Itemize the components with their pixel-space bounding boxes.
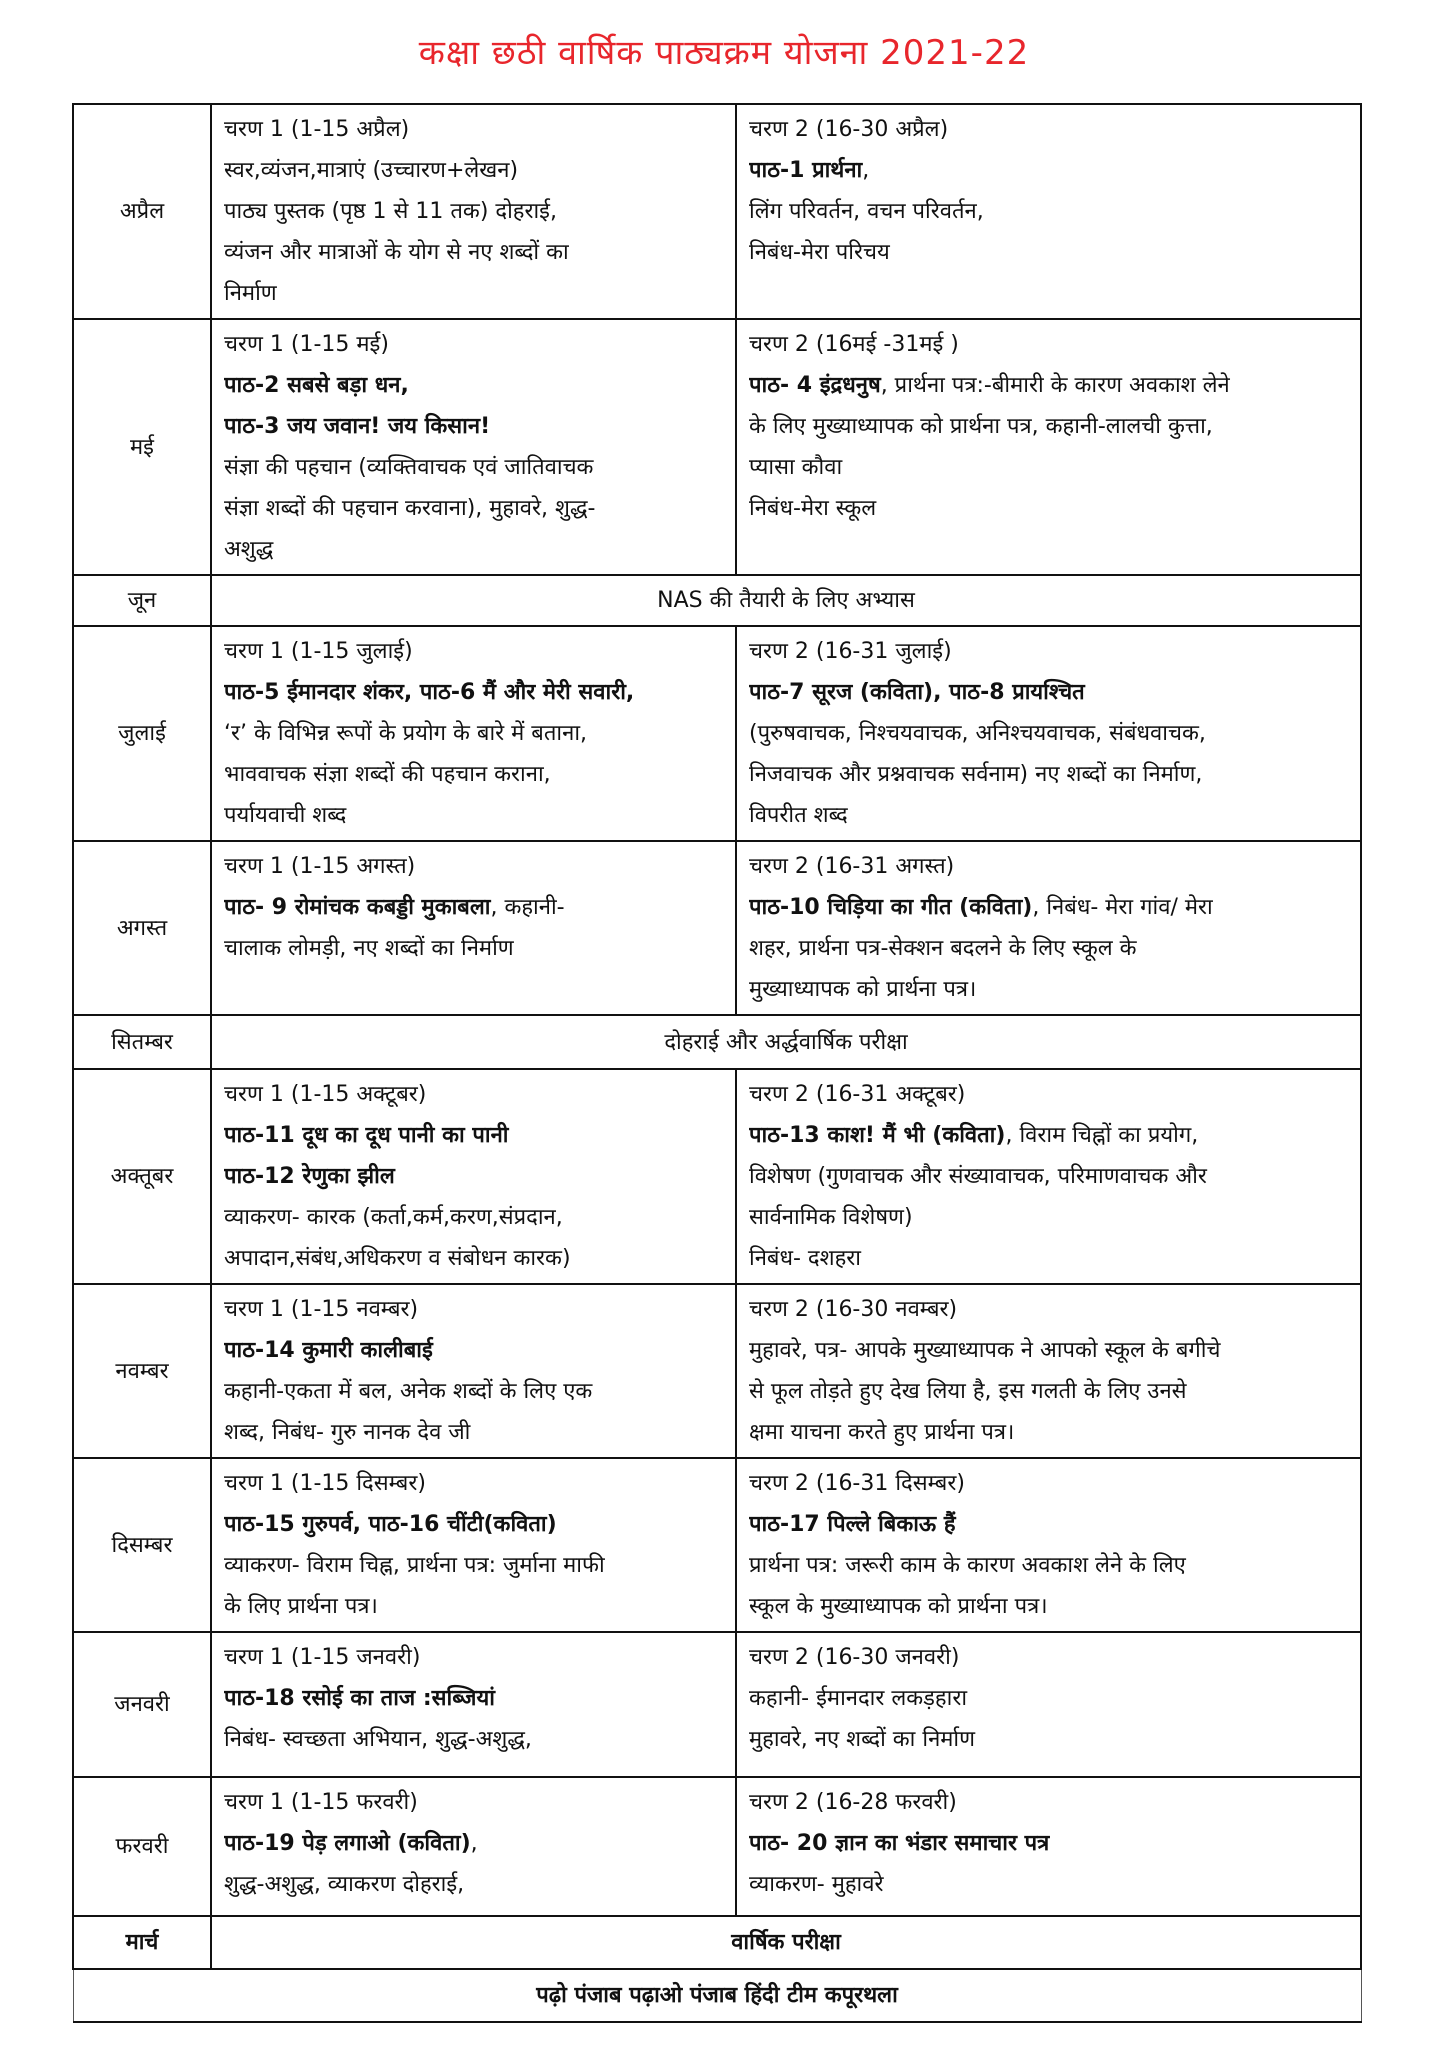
cell-line — [224, 1545, 723, 1586]
lesson-title: पाठ-10 चिड़िया का गीत (कविता) — [749, 895, 1033, 920]
text-segment: चरण 2 (16-31 अक्टूबर) — [749, 1082, 966, 1107]
cell-line — [224, 1504, 723, 1545]
phase-2-cell — [736, 1069, 1361, 1284]
month-label: मार्च — [73, 1916, 211, 1969]
cell-line — [749, 1678, 1348, 1719]
month-label: जून — [73, 575, 211, 626]
month-label: मई — [73, 319, 211, 575]
cell-line — [224, 846, 723, 887]
text-segment: शुद्ध-अशुद्ध, व्याकरण दोहराई, — [224, 1872, 465, 1897]
cell-line — [749, 672, 1348, 713]
cell-line — [749, 109, 1348, 150]
text-segment: विशेषण (गुणवाचक और संख्यावाचक, परिमाणवाचक और — [749, 1164, 1207, 1189]
text-segment: चरण 1 (1-15 दिसम्बर) — [224, 1471, 426, 1496]
text-segment: संज्ञा शब्दों की पहचान करवाना), मुहावरे, शुद्ध- — [224, 496, 596, 521]
cell-line — [749, 928, 1348, 969]
cell-line — [749, 1156, 1348, 1197]
lesson-title: पाठ-5 ईमानदार शंकर, पाठ-6 मैं और मेरी सवारी, — [224, 680, 635, 705]
cell-line — [749, 150, 1348, 191]
cell-line — [749, 1330, 1348, 1371]
month-row — [73, 104, 1361, 319]
cell-line — [749, 1504, 1348, 1545]
text-segment: मुख्याध्यापक को प्रार्थना पत्र। — [749, 977, 977, 1002]
text-segment: विपरीत शब्द — [749, 803, 848, 828]
cell-line — [224, 713, 723, 754]
lesson-title: पाठ-15 गुरुपर्व, पाठ-16 चींटी(कविता) — [224, 1512, 557, 1537]
month-label: दिसम्बर — [73, 1458, 211, 1632]
phase-1-cell — [211, 319, 736, 575]
text-segment: पाठ्य पुस्तक (पृष्ठ 1 से 11 तक) दोहराई, — [224, 199, 557, 224]
text-segment: व्यंजन और मात्राओं के योग से नए शब्दों का — [224, 240, 569, 265]
phase-1-cell — [211, 104, 736, 319]
cell-line — [224, 1782, 723, 1823]
text-segment: ‘र’ के विभिन्न रूपों के प्रयोग के बारे में बताना, — [224, 721, 588, 746]
lesson-title: पाठ-12 रेणुका झील — [224, 1164, 395, 1189]
cell-line — [749, 1586, 1348, 1627]
text-segment: मुहावरे, पत्र- आपके मुख्याध्यापक ने आपको स्कूल के बगीचे — [749, 1338, 1221, 1363]
cell-line — [224, 150, 723, 191]
month-row — [73, 1284, 1361, 1458]
text-segment: चरण 2 (16-31 जुलाई) — [749, 639, 952, 664]
cell-line — [749, 1074, 1348, 1115]
lesson-title: पाठ-1 प्रार्थना — [749, 158, 863, 183]
text-segment: निर्माण — [224, 281, 277, 306]
lesson-title: पाठ- 4 इंद्रधनुष — [749, 373, 881, 398]
lesson-title: पाठ-18 रसोई का ताज :सब्जियां — [224, 1686, 495, 1711]
cell-line — [749, 1289, 1348, 1330]
month-row — [73, 841, 1361, 1015]
footer-credit: पढ़ो पंजाब पढ़ाओ पंजाब हिंदी टीम कपूरथला — [73, 1969, 1361, 2022]
cell-line — [224, 232, 723, 273]
phase-2-cell — [736, 104, 1361, 319]
phase-1-cell — [211, 841, 736, 1015]
cell-line — [749, 488, 1348, 529]
lesson-title: पाठ-11 दूध का दूध पानी का पानी — [224, 1123, 509, 1148]
text-segment: , कहानी- — [490, 895, 565, 920]
cell-line — [749, 1197, 1348, 1238]
cell-line — [224, 447, 723, 488]
text-segment: निबंध-मेरा स्कूल — [749, 496, 877, 521]
cell-line — [749, 232, 1348, 273]
cell-line — [749, 447, 1348, 488]
phase-2-cell — [736, 1777, 1361, 1916]
text-segment: , — [470, 1831, 478, 1856]
text-segment: व्याकरण- विराम चिह्न, प्रार्थना पत्र: जुर्माना माफी — [224, 1553, 605, 1578]
text-segment: चरण 2 (16मई -31मई ) — [749, 332, 959, 357]
text-segment: चालाक लोमड़ी, नए शब्दों का निर्माण — [224, 936, 514, 961]
page-title: कक्षा छठी वार्षिक पाठ्यक्रम योजना 2021-22 — [418, 33, 1030, 73]
cell-line — [749, 324, 1348, 365]
text-segment: चरण 1 (1-15 अगस्त) — [224, 854, 416, 879]
cell-line — [224, 928, 723, 969]
phase-2-cell — [736, 319, 1361, 575]
lesson-title: पाठ-19 पेड़ लगाओ (कविता) — [224, 1831, 471, 1856]
cell-line — [224, 1412, 723, 1453]
cell-line — [749, 969, 1348, 1010]
month-row — [73, 575, 1361, 626]
text-segment: अपादान,संबंध,अधिकरण व संबोधन कारक) — [224, 1246, 571, 1271]
text-segment: चरण 2 (16-30 अप्रैल) — [749, 117, 949, 142]
text-segment: स्कूल के मुख्याध्यापक को प्रार्थना पत्र। — [749, 1594, 1048, 1619]
lesson-title: पाठ-17 पिल्ले बिकाऊ हैं — [749, 1512, 956, 1537]
cell-line — [224, 488, 723, 529]
text-segment: प्रार्थना पत्र: जरूरी काम के कारण अवकाश लेने के लिए — [749, 1553, 1186, 1578]
cell-line — [224, 1156, 723, 1197]
text-segment: चरण 1 (1-15 जुलाई) — [224, 639, 413, 664]
phase-1-cell — [211, 626, 736, 841]
lesson-title: पाठ-13 काश! मैं भी (कविता) — [749, 1123, 1006, 1148]
cell-line — [224, 1074, 723, 1115]
cell-line — [224, 1289, 723, 1330]
cell-line — [749, 1823, 1348, 1864]
text-segment: निबंध-मेरा परिचय — [749, 240, 890, 265]
lesson-title: पाठ-2 सबसे बड़ा धन, — [224, 373, 409, 398]
cell-line — [749, 1719, 1348, 1760]
text-segment: , निबंध- मेरा गांव/ मेरा — [1032, 895, 1213, 920]
phase-2-cell — [736, 1632, 1361, 1777]
text-segment: सार्वनामिक विशेषण) — [749, 1205, 913, 1230]
text-segment: चरण 2 (16-30 नवम्बर) — [749, 1297, 958, 1322]
text-segment: संज्ञा की पहचान (व्यक्तिवाचक एवं जातिवाचक — [224, 455, 594, 480]
cell-line — [749, 1371, 1348, 1412]
text-segment: चरण 1 (1-15 जनवरी) — [224, 1645, 421, 1670]
month-row — [73, 626, 1361, 841]
text-segment: अशुद्ध — [224, 537, 274, 562]
cell-line — [749, 754, 1348, 795]
cell-line — [749, 887, 1348, 928]
cell-line — [224, 406, 723, 447]
text-segment: चरण 2 (16-31 अगस्त) — [749, 854, 955, 879]
month-row — [73, 1069, 1361, 1284]
cell-line — [224, 365, 723, 406]
cell-line — [224, 1330, 723, 1371]
text-segment: के लिए प्रार्थना पत्र। — [224, 1594, 378, 1619]
cell-line — [749, 1463, 1348, 1504]
footer-row — [73, 1969, 1361, 2022]
month-row — [73, 1777, 1361, 1916]
text-segment: पर्यायवाची शब्द — [224, 803, 347, 828]
cell-line — [224, 1238, 723, 1279]
text-segment: चरण 2 (16-31 दिसम्बर) — [749, 1471, 965, 1496]
text-segment: , — [862, 158, 870, 183]
month-row — [73, 319, 1361, 575]
text-segment: व्याकरण- मुहावरे — [749, 1872, 884, 1897]
cell-line — [749, 846, 1348, 887]
cell-line — [224, 754, 723, 795]
month-label: फरवरी — [73, 1777, 211, 1916]
cell-line — [224, 529, 723, 570]
text-segment: चरण 1 (1-15 अप्रैल) — [224, 117, 410, 142]
text-segment: के लिए मुख्याध्यापक को प्रार्थना पत्र, कहानी-लालची कुत्ता, — [749, 414, 1213, 439]
lesson-title: पाठ-7 सूरज (कविता), पाठ-8 प्रायश्चित — [749, 680, 1085, 705]
month-row — [73, 1458, 1361, 1632]
cell-line — [749, 1637, 1348, 1678]
text-segment: लिंग परिवर्तन, वचन परिवर्तन, — [749, 199, 984, 224]
month-label: जनवरी — [73, 1632, 211, 1777]
cell-line — [749, 795, 1348, 836]
month-label: अगस्त — [73, 841, 211, 1015]
phase-2-cell — [736, 841, 1361, 1015]
lesson-title: पाठ-14 कुमारी कालीबाई — [224, 1338, 433, 1363]
text-segment: कहानी- ईमानदार लकड़हारा — [749, 1686, 968, 1711]
month-row — [73, 1015, 1361, 1069]
text-segment: चरण 1 (1-15 अक्टूबर) — [224, 1082, 427, 1107]
cell-line — [224, 273, 723, 314]
cell-line — [224, 795, 723, 836]
full-month-activity: NAS की तैयारी के लिए अभ्यास — [211, 575, 1361, 626]
phase-2-cell — [736, 1458, 1361, 1632]
month-row — [73, 1916, 1361, 1969]
phase-1-cell — [211, 1284, 736, 1458]
month-row — [73, 1632, 1361, 1777]
cell-line — [224, 1678, 723, 1719]
text-segment: प्यासा कौवा — [749, 455, 843, 480]
cell-line — [224, 1864, 723, 1905]
text-segment: शब्द, निबंध- गुरु नानक देव जी — [224, 1420, 471, 1445]
cell-line — [224, 191, 723, 232]
cell-line — [749, 631, 1348, 672]
lesson-title: पाठ- 9 रोमांचक कबड्डी मुकाबला — [224, 895, 491, 920]
text-segment: निजवाचक और प्रश्नवाचक सर्वनाम) नए शब्दों का निर्माण, — [749, 762, 1203, 787]
text-segment: चरण 1 (1-15 फरवरी) — [224, 1790, 418, 1815]
cell-line — [224, 631, 723, 672]
cell-line — [749, 1864, 1348, 1905]
month-label: अप्रैल — [73, 104, 211, 319]
full-month-activity: दोहराई और अर्द्धवार्षिक परीक्षा — [211, 1015, 1361, 1069]
cell-line — [749, 1238, 1348, 1279]
text-segment: कहानी-एकता में बल, अनेक शब्दों के लिए एक — [224, 1379, 593, 1404]
text-segment: (पुरुषवाचक, निश्चयवाचक, अनिश्चयवाचक, संबंधवाचक, — [749, 721, 1206, 746]
text-segment: , विराम चिह्नों का प्रयोग, — [1005, 1123, 1199, 1148]
phase-1-cell — [211, 1458, 736, 1632]
cell-line — [224, 1719, 723, 1760]
text-segment: भाववाचक संज्ञा शब्दों की पहचान कराना, — [224, 762, 551, 787]
cell-line — [224, 1371, 723, 1412]
text-segment: व्याकरण- कारक (कर्ता,कर्म,करण,संप्रदान, — [224, 1205, 563, 1230]
cell-line — [224, 1115, 723, 1156]
month-label: नवम्बर — [73, 1284, 211, 1458]
text-segment: , प्रार्थना पत्र:-बीमारी के कारण अवकाश लेने — [880, 373, 1230, 398]
text-segment: से फूल तोड़ते हुए देख लिया है, इस गलती के लिए उनसे — [749, 1379, 1187, 1404]
cell-line — [224, 324, 723, 365]
text-segment: मुहावरे, नए शब्दों का निर्माण — [749, 1727, 976, 1752]
text-segment: क्षमा याचना करते हुए प्रार्थना पत्र। — [749, 1420, 1015, 1445]
lesson-title: पाठ- 20 ज्ञान का भंडार समाचार पत्र — [749, 1831, 1050, 1856]
phase-1-cell — [211, 1777, 736, 1916]
cell-line — [224, 1197, 723, 1238]
month-label: अक्तूबर — [73, 1069, 211, 1284]
text-segment: चरण 1 (1-15 नवम्बर) — [224, 1297, 419, 1322]
text-segment: चरण 2 (16-30 जनवरी) — [749, 1645, 960, 1670]
cell-line — [224, 1637, 723, 1678]
text-segment: शहर, प्रार्थना पत्र-सेक्शन बदलने के लिए स्कूल के — [749, 936, 1137, 961]
text-segment: चरण 2 (16-28 फरवरी) — [749, 1790, 957, 1815]
cell-line — [749, 713, 1348, 754]
text-segment: चरण 1 (1-15 मई) — [224, 332, 389, 357]
cell-line — [224, 1463, 723, 1504]
cell-line — [224, 109, 723, 150]
cell-line — [224, 887, 723, 928]
phase-2-cell — [736, 626, 1361, 841]
lesson-title: पाठ-3 जय जवान! जय किसान! — [224, 414, 491, 439]
cell-line — [224, 672, 723, 713]
text-segment: स्वर,व्यंजन,मात्राएं (उच्चारण+लेखन) — [224, 158, 519, 183]
cell-line — [749, 1545, 1348, 1586]
phase-1-cell — [211, 1632, 736, 1777]
phase-1-cell — [211, 1069, 736, 1284]
cell-line — [749, 191, 1348, 232]
cell-line — [749, 365, 1348, 406]
syllabus-table-body — [73, 104, 1361, 2022]
cell-line — [224, 1823, 723, 1864]
cell-line — [749, 1115, 1348, 1156]
text-segment: निबंध- दशहरा — [749, 1246, 861, 1271]
cell-line — [749, 1782, 1348, 1823]
phase-2-cell — [736, 1284, 1361, 1458]
syllabus-table — [72, 103, 1362, 2023]
month-label: जुलाई — [73, 626, 211, 841]
cell-line — [749, 406, 1348, 447]
text-segment: निबंध- स्वच्छता अभियान, शुद्ध-अशुद्ध, — [224, 1727, 532, 1752]
cell-line — [749, 1412, 1348, 1453]
month-label: सितम्बर — [73, 1015, 211, 1069]
cell-line — [224, 1586, 723, 1627]
full-month-activity: वार्षिक परीक्षा — [211, 1916, 1361, 1969]
